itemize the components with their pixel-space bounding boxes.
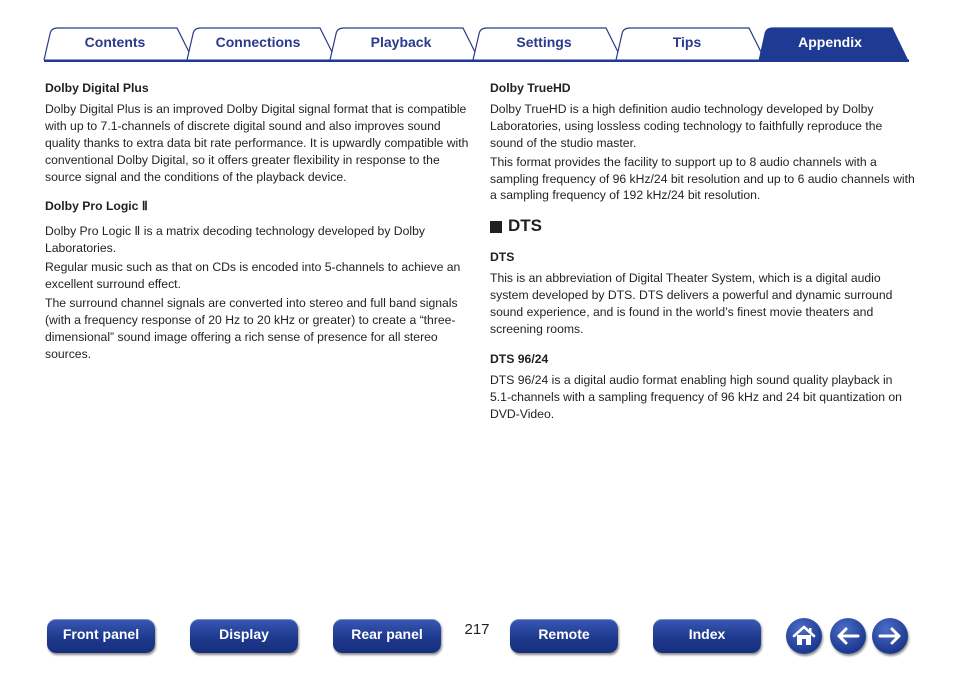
home-button[interactable] (786, 618, 822, 654)
tab-appendix-label: Appendix (798, 34, 862, 50)
page-number: 217 (464, 621, 490, 638)
dts-section-heading (490, 218, 915, 235)
right-column (490, 80, 915, 424)
dolby-pro-logic-text-3: The surround channel signals are converted into stereo and full band signals (with a frequency response of 20 Hz to 20 kHz or greater) to create a “three-dimensional” sound image offering a rich sense of presence for all stereo sources. (45, 295, 458, 361)
square-bullet-icon (490, 221, 502, 233)
tab-settings-label: Settings (516, 34, 572, 50)
dolby-digital-plus-text: Dolby Digital Plus is an improved Dolby Digital signal format that is compatible with up to 7.1-channels of discrete digital sound and also improves sound quality thanks to extra data bit rate performance. It is upwardly compatible with conventional Dolby Digital, so it offers greater flexibility in response to the source signal and the conditions of the playback device. (45, 101, 469, 184)
dolby-truehd-heading: Dolby TrueHD (490, 81, 571, 95)
back-button[interactable] (830, 618, 866, 654)
index-button[interactable]: Index (653, 619, 761, 653)
tab-contents-label: Contents (84, 34, 146, 50)
dolby-pro-logic-heading: Dolby Pro Logic Ⅱ (45, 199, 148, 214)
display-button[interactable]: Display (190, 619, 298, 653)
left-column (45, 80, 470, 365)
home-icon (786, 618, 822, 654)
arrow-left-icon (830, 618, 866, 654)
dts-96-24-heading: DTS 96/24 (490, 351, 549, 366)
front-panel-button[interactable]: Front panel (47, 619, 155, 653)
remote-button[interactable]: Remote (510, 619, 618, 653)
dts-heading: DTS (490, 250, 515, 265)
dts-text: This is an abbreviation of Digital Theater System, which is a digital audio system developed by DTS. DTS delivers a powerful and dynamic surround sound experience, and is found in the world’s finest movie theaters and screening rooms. (490, 271, 893, 336)
dts-section-title: DTS (508, 216, 542, 236)
tab-bar (0, 0, 954, 64)
dolby-digital-plus-heading: Dolby Digital Plus (45, 81, 149, 95)
dolby-pro-logic-text-2: Regular music such as that on CDs is encoded into 5-channels to achieve an excellent surround effect. (45, 260, 461, 292)
dolby-truehd-text-2: This format provides the facility to support up to 8 audio channels with a sampling frequency of 96 kHz/24 bit resolution and up to 6 audio channels with a sampling frequency of 192 kHz/24 bit resolution. (490, 154, 915, 203)
dolby-pro-logic-text-1: Dolby Pro Logic Ⅱ is a matrix decoding technology developed by Dolby Laboratories. (45, 224, 425, 256)
forward-button[interactable] (872, 618, 908, 654)
dts-96-24-text: DTS 96/24 is a digital audio format enabling high sound quality playback in 5.1-channels with a sampling frequency of 96 kHz and 24 bit quantization on DVD-Video. (490, 372, 902, 421)
arrow-right-icon (872, 618, 908, 654)
dolby-truehd-text-1: Dolby TrueHD is a high definition audio technology developed by Dolby Laboratories, using lossless coding technology to faithfully reproduce the sound of the studio master. (490, 101, 883, 150)
rear-panel-button[interactable]: Rear panel (333, 619, 441, 653)
tab-connections-label: Connections (215, 34, 301, 50)
tab-playback-label: Playback (370, 34, 432, 50)
tab-tips-label: Tips (672, 34, 702, 50)
